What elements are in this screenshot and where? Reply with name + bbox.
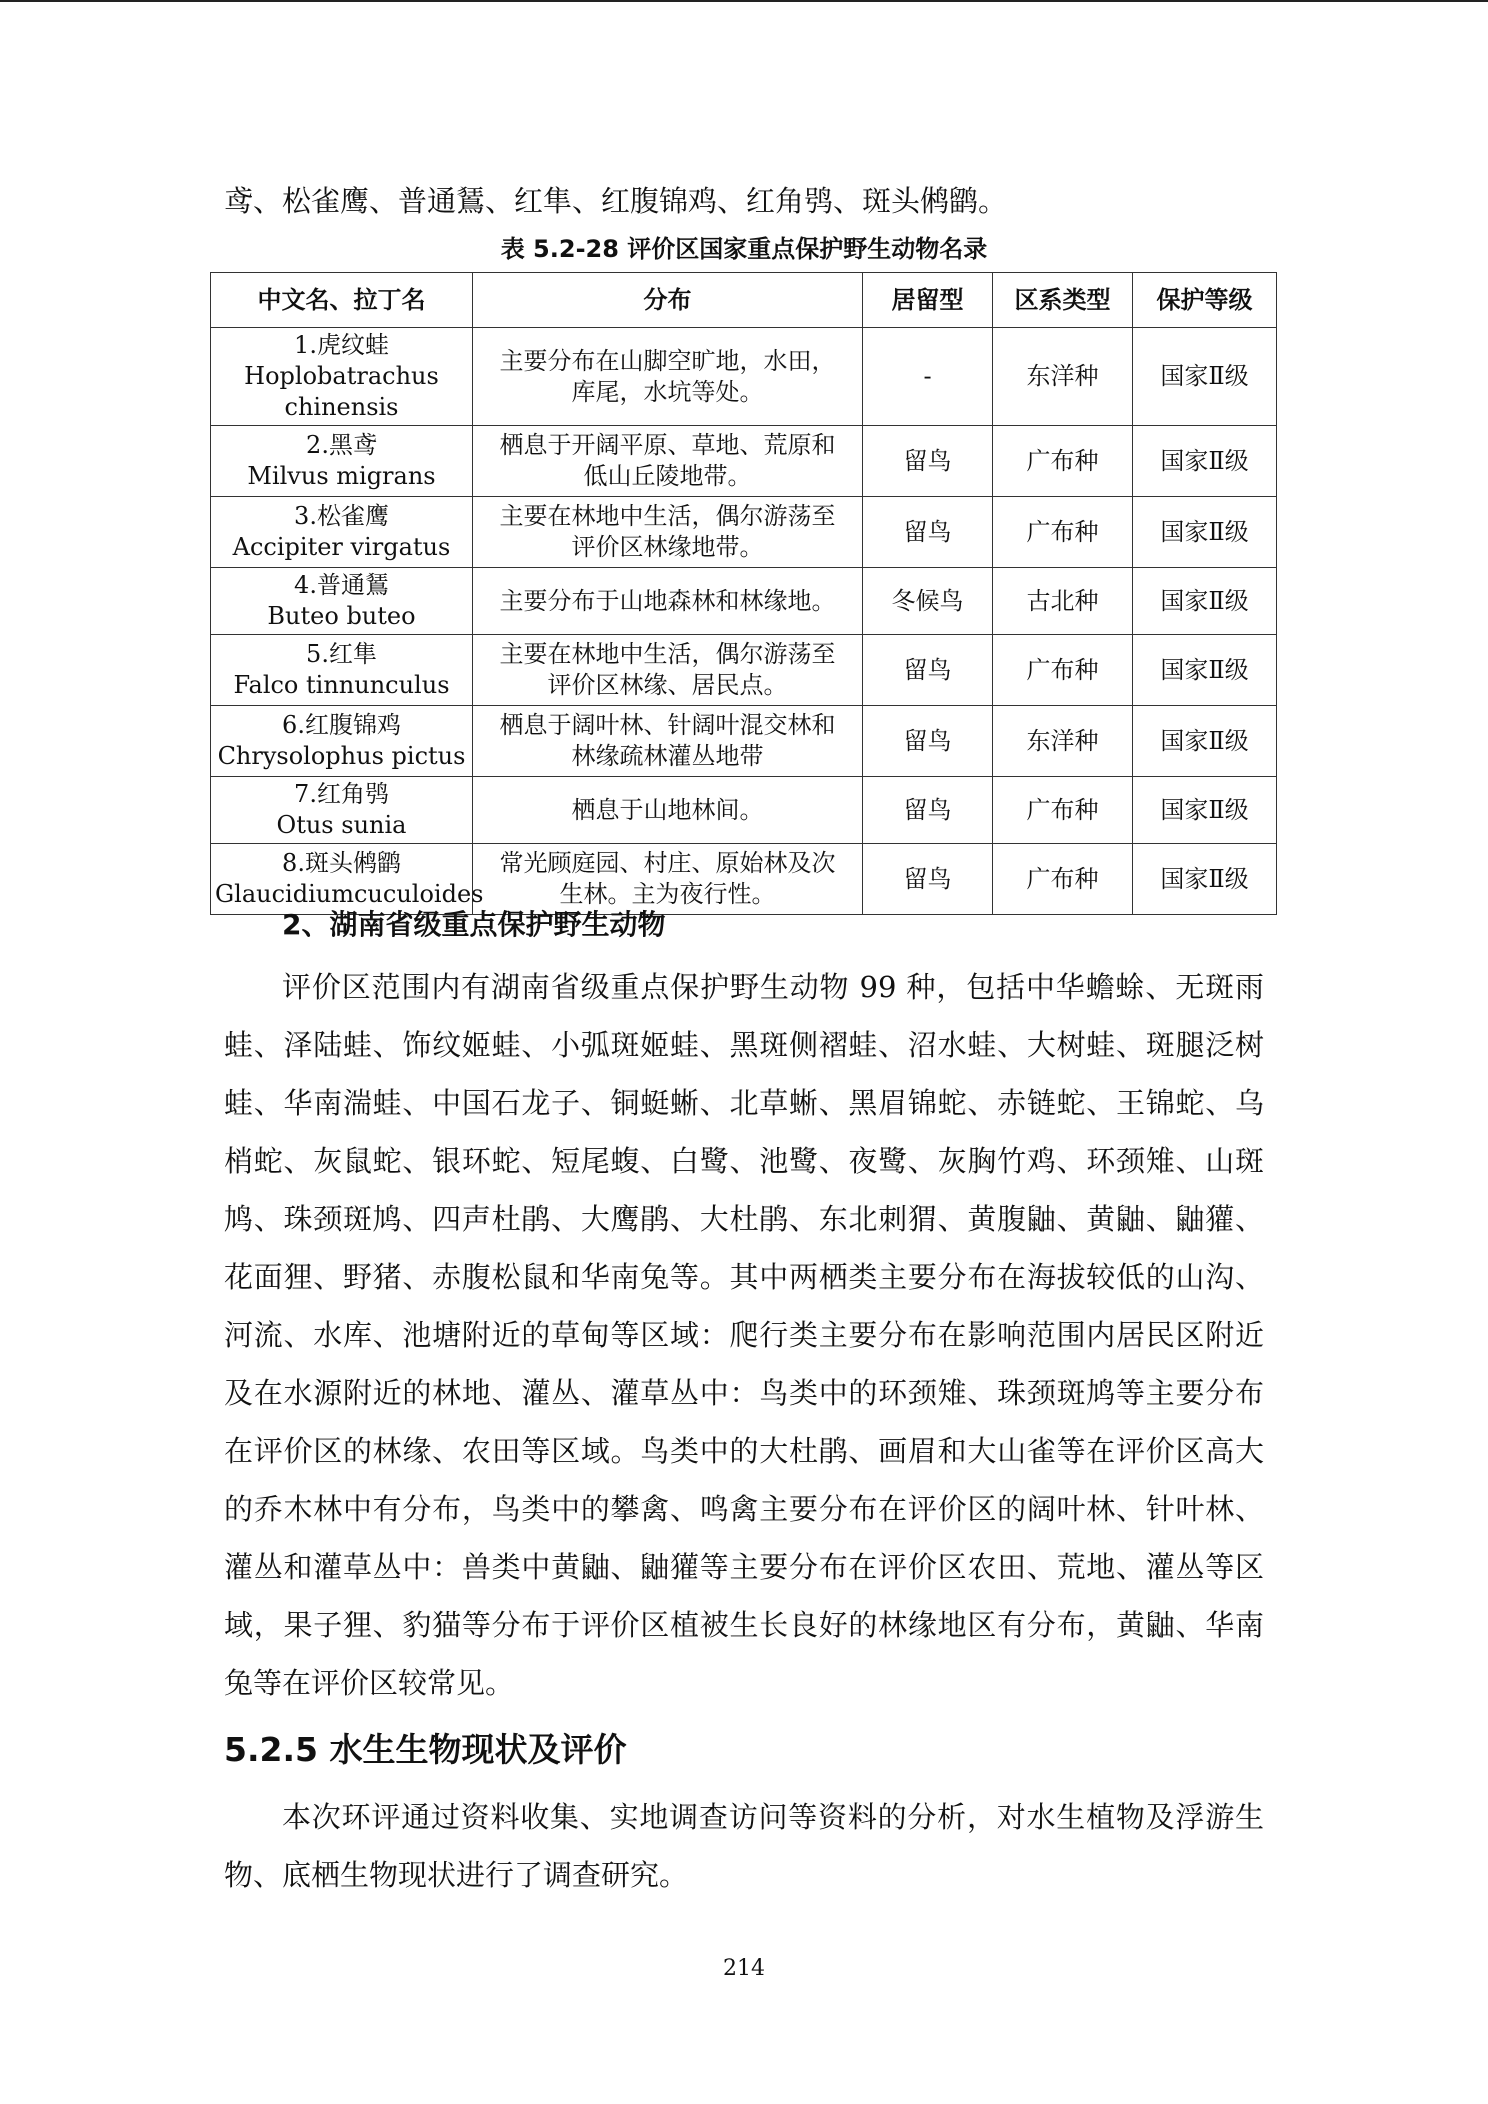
- top-border: [0, 0, 1488, 2]
- residence-cell: -: [863, 328, 993, 426]
- species-latin: Accipiter virgatus: [232, 533, 451, 561]
- aquatic-paragraph: 本次环评通过资料收集、实地调查访问等资料的分析，对水生植物及浮游生物、底栖生物现状进行了调查研究。: [224, 1800, 1264, 1892]
- species-cn: 7.红角鸮: [294, 780, 389, 808]
- species-latin: Glaucidiumcuculoides: [215, 880, 484, 908]
- header-protection-level: 保护等级: [1133, 273, 1277, 328]
- distribution-cell: 常光顾庭园、村庄、原始林及次生林。主为夜行性。: [473, 844, 863, 915]
- page-number: 214: [723, 1956, 765, 1981]
- residence-cell: 留鸟: [863, 497, 993, 568]
- protection-level-cell: 国家Ⅱ级: [1133, 706, 1277, 777]
- distribution-cell: 主要在林地中生活，偶尔游荡至评价区林缘地带。: [473, 497, 863, 568]
- fauna-type-cell: 广布种: [993, 497, 1133, 568]
- table-row: [211, 568, 1277, 635]
- species-latin: Otus sunia: [276, 811, 407, 839]
- header-residence: 居留型: [863, 273, 993, 328]
- protection-level-cell: 国家Ⅱ级: [1133, 635, 1277, 706]
- protection-level-cell: 国家Ⅱ级: [1133, 426, 1277, 497]
- table-caption: 表 5.2-28 评价区国家重点保护野生动物名录: [500, 235, 988, 263]
- species-name-cell: [211, 497, 473, 568]
- intro-line: 鸢、松雀鹰、普通鵟、红隼、红腹锦鸡、红角鸮、斑头鸺鹠。: [224, 184, 1008, 218]
- species-cn: 4.普通鵟: [294, 571, 389, 599]
- fauna-type-cell: 广布种: [993, 426, 1133, 497]
- fauna-type-cell: 广布种: [993, 777, 1133, 844]
- species-cn: 6.红腹锦鸡: [282, 711, 401, 739]
- protection-level-cell: 国家Ⅱ级: [1133, 777, 1277, 844]
- section-heading-provincial: 2、湖南省级重点保护野生动物: [282, 908, 666, 941]
- table-row: [211, 777, 1277, 844]
- header-distribution: 分布: [473, 273, 863, 328]
- section-heading-aquatic: 5.2.5 水生生物现状及评价: [224, 1730, 627, 1769]
- table-row: [211, 328, 1277, 426]
- distribution-cell: 主要分布于山地森林和林缘地。: [473, 568, 863, 635]
- header-name: 中文名、拉丁名: [211, 273, 473, 328]
- residence-cell: 留鸟: [863, 777, 993, 844]
- species-cn: 5.红隼: [306, 640, 377, 668]
- table-row: [211, 635, 1277, 706]
- protection-level-cell: 国家Ⅱ级: [1133, 328, 1277, 426]
- residence-cell: 留鸟: [863, 706, 993, 777]
- provincial-species-paragraph: 评价区范围内有湖南省级重点保护野生动物 99 种，包括中华蟾蜍、无斑雨蛙、泽陆蛙、饰纹姬蛙、小弧斑姬蛙、黑斑侧褶蛙、沼水蛙、大树蛙、斑腿泛树蛙、华南湍蛙、中国石龙子、铜蜓蜥、北草蜥、黑眉锦蛇、赤链蛇、王锦蛇、乌梢蛇、灰鼠蛇、银环蛇、短尾蝮、白鹭、池鹭、夜鹭、灰胸竹鸡、环颈雉、山斑鸠、珠颈斑鸠、四声杜鹃、大鹰鹃、大杜鹃、东北刺猬、黄腹鼬、黄鼬、鼬獾、花面狸、野猪、赤腹松鼠和华南兔等。其中两栖类主要分布在海拔较低的山沟、河流、水库、池塘附近的草甸等区域：爬行类主要分布在影响范围内居民区附近及在水源附近的林地、灌丛、灌草丛中：鸟类中的环颈雉、珠颈斑鸠等主要分布在评价区的林缘、农田等区域。鸟类中的大杜鹃、画眉和大山雀等在评价区高大的乔木林中有分布，鸟类中的攀禽、鸣禽主要分布在评价区的阔叶林、针叶林、灌丛和灌草丛中：兽类中黄鼬、鼬獾等主要分布在评价区农田、荒地、灌丛等区域，果子狸、豹猫等分布于评价区植被生长良好的林缘地区有分布，黄鼬、华南兔等在评价区较常见。: [224, 970, 1264, 1700]
- fauna-type-cell: 东洋种: [993, 706, 1133, 777]
- fauna-type-cell: 广布种: [993, 844, 1133, 915]
- species-latin: Buteo buteo: [267, 602, 416, 630]
- fauna-type-cell: 东洋种: [993, 328, 1133, 426]
- content-top: [224, 172, 1264, 268]
- distribution-cell: 栖息于山地林间。: [473, 777, 863, 844]
- distribution-cell: 主要分布在山脚空旷地，水田，库尾，水坑等处。: [473, 328, 863, 426]
- table-header-row: [211, 273, 1277, 328]
- species-latin: Falco tinnunculus: [233, 671, 450, 699]
- distribution-cell: 主要在林地中生活，偶尔游荡至评价区林缘、居民点。: [473, 635, 863, 706]
- species-name-cell: [211, 777, 473, 844]
- residence-cell: 留鸟: [863, 844, 993, 915]
- species-latin: Hoplobatrachus chinensis: [244, 362, 439, 421]
- species-name-cell: [211, 635, 473, 706]
- table-row: [211, 497, 1277, 568]
- species-cn: 8.斑头鸺鹠: [282, 849, 401, 877]
- fauna-type-cell: 广布种: [993, 635, 1133, 706]
- species-name-cell: [211, 568, 473, 635]
- species-name-cell: [211, 426, 473, 497]
- protected-species-table: [210, 272, 1277, 915]
- table-row: [211, 706, 1277, 777]
- fauna-type-cell: 古北种: [993, 568, 1133, 635]
- protection-level-cell: 国家Ⅱ级: [1133, 568, 1277, 635]
- species-name-cell: [211, 328, 473, 426]
- species-cn: 3.松雀鹰: [294, 502, 389, 530]
- protection-level-cell: 国家Ⅱ级: [1133, 497, 1277, 568]
- residence-cell: 留鸟: [863, 426, 993, 497]
- distribution-cell: 栖息于阔叶林、针阔叶混交林和林缘疏林灌丛地带: [473, 706, 863, 777]
- species-name-cell: [211, 706, 473, 777]
- table-row: [211, 426, 1277, 497]
- species-latin: Chrysolophus pictus: [217, 742, 466, 770]
- species-latin: Milvus migrans: [247, 462, 436, 490]
- header-fauna-type: 区系类型: [993, 273, 1133, 328]
- residence-cell: 留鸟: [863, 635, 993, 706]
- species-cn: 2.黑鸢: [306, 431, 377, 459]
- protection-level-cell: 国家Ⅱ级: [1133, 844, 1277, 915]
- species-cn: 1.虎纹蛙: [294, 331, 389, 359]
- residence-cell: 冬候鸟: [863, 568, 993, 635]
- distribution-cell: 栖息于开阔平原、草地、荒原和低山丘陵地带。: [473, 426, 863, 497]
- content-bottom: [224, 902, 1264, 1904]
